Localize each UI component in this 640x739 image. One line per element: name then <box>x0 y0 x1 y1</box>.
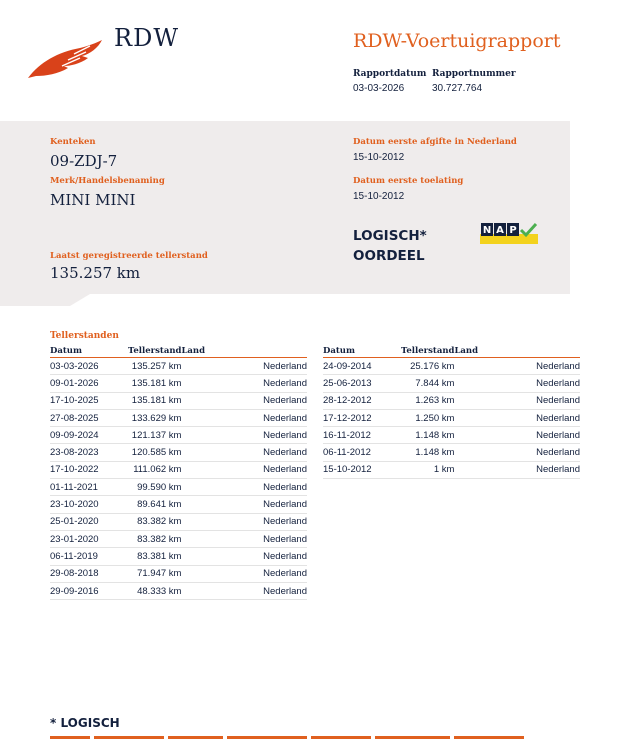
cell-date: 23-01-2020 <box>50 530 128 547</box>
cell-land: Nederland <box>181 392 307 409</box>
cell-date: 17-10-2022 <box>50 461 128 478</box>
table-header-row <box>323 345 580 358</box>
afgifte-label: Datum eerste afgifte in Nederland <box>353 137 517 147</box>
col-header-km: Tellerstand <box>401 346 455 356</box>
cell-tellerstand: 1.148 km <box>401 427 454 444</box>
odometer-table-right <box>323 345 580 479</box>
col-header-km: Tellerstand <box>128 346 182 356</box>
cell-date: 06-11-2012 <box>323 444 401 461</box>
kenteken-label: Kenteken <box>50 137 96 147</box>
oordeel-line2: OORDEEL <box>353 248 425 264</box>
cell-date: 23-08-2023 <box>50 444 128 461</box>
cell-land: Nederland <box>181 582 307 599</box>
cell-tellerstand: 135.257 km <box>128 358 181 375</box>
cell-tellerstand: 1 km <box>401 461 454 478</box>
tellerstanden-title: Tellerstanden <box>50 331 119 341</box>
cell-tellerstand: 89.641 km <box>128 496 181 513</box>
table-row <box>323 375 580 392</box>
cell-land: Nederland <box>181 375 307 392</box>
col-header-land: Land <box>181 345 307 358</box>
cell-date: 15-10-2012 <box>323 461 401 478</box>
cell-tellerstand: 133.629 km <box>128 409 181 426</box>
table-row <box>323 461 580 478</box>
cell-land: Nederland <box>454 358 580 375</box>
table-row <box>50 392 307 409</box>
table-row <box>50 496 307 513</box>
cell-tellerstand: 111.062 km <box>128 461 181 478</box>
table-row <box>50 375 307 392</box>
cell-land: Nederland <box>454 461 580 478</box>
cell-tellerstand: 48.333 km <box>128 582 181 599</box>
cell-land: Nederland <box>454 409 580 426</box>
cell-date: 29-09-2016 <box>50 582 128 599</box>
cell-tellerstand: 1.250 km <box>401 409 454 426</box>
cell-date: 25-01-2020 <box>50 513 128 530</box>
odometer-table-left <box>50 345 307 600</box>
cell-land: Nederland <box>454 392 580 409</box>
table-row <box>323 444 580 461</box>
table-row <box>50 427 307 444</box>
nap-letter-n: N <box>482 225 492 236</box>
cell-tellerstand: 121.137 km <box>128 427 181 444</box>
nap-logo-icon <box>480 222 538 244</box>
cell-date: 03-03-2026 <box>50 358 128 375</box>
tellerstand-value: 135.257 km <box>50 264 141 282</box>
cell-tellerstand: 120.585 km <box>128 444 181 461</box>
cell-tellerstand: 7.844 km <box>401 375 454 392</box>
cell-tellerstand: 1.148 km <box>401 444 454 461</box>
cell-land: Nederland <box>181 496 307 513</box>
table-row <box>323 427 580 444</box>
cell-date: 16-11-2012 <box>323 427 401 444</box>
cell-date: 28-12-2012 <box>323 392 401 409</box>
cell-tellerstand: 83.382 km <box>128 530 181 547</box>
cell-land: Nederland <box>181 427 307 444</box>
cell-tellerstand: 83.382 km <box>128 513 181 530</box>
table-row <box>50 409 307 426</box>
rapportdatum-label: Rapportdatum <box>353 69 427 79</box>
table-row <box>50 548 307 565</box>
cell-land: Nederland <box>181 358 307 375</box>
cell-tellerstand: 83.381 km <box>128 548 181 565</box>
merk-value: MINI MINI <box>50 191 136 209</box>
cell-land: Nederland <box>454 427 580 444</box>
col-header-land: Land <box>454 345 580 358</box>
table-row <box>323 392 580 409</box>
cell-date: 09-01-2026 <box>50 375 128 392</box>
report-title: RDW-Voertuigrapport <box>353 30 561 52</box>
table-row <box>50 530 307 547</box>
cell-tellerstand: 99.590 km <box>128 479 181 496</box>
cell-land: Nederland <box>181 548 307 565</box>
col-header-date: Datum <box>50 345 128 358</box>
rdw-logo-icon <box>28 40 104 80</box>
table-row <box>50 444 307 461</box>
cell-land: Nederland <box>181 565 307 582</box>
table-row <box>50 513 307 530</box>
table-row <box>323 358 580 375</box>
nap-letter-a: A <box>496 225 504 236</box>
cell-land: Nederland <box>181 479 307 496</box>
kenteken-value: 09-ZDJ-7 <box>50 152 118 170</box>
table-row <box>50 479 307 496</box>
toelating-label: Datum eerste toelating <box>353 176 464 186</box>
cell-tellerstand: 135.181 km <box>128 375 181 392</box>
cell-date: 17-12-2012 <box>323 409 401 426</box>
oordeel-line1: LOGISCH* <box>353 228 427 244</box>
footnote-title: * LOGISCH <box>50 716 120 730</box>
cell-date: 06-11-2019 <box>50 548 128 565</box>
table-row <box>50 565 307 582</box>
rapportnummer-value: 30.727.764 <box>432 83 483 94</box>
cell-date: 29-08-2018 <box>50 565 128 582</box>
cell-date: 27-08-2025 <box>50 409 128 426</box>
toelating-value: 15-10-2012 <box>353 191 405 202</box>
cell-tellerstand: 1.263 km <box>401 392 454 409</box>
cell-tellerstand: 71.947 km <box>128 565 181 582</box>
cell-land: Nederland <box>454 444 580 461</box>
cell-date: 01-11-2021 <box>50 479 128 496</box>
cell-land: Nederland <box>181 444 307 461</box>
cell-date: 17-10-2025 <box>50 392 128 409</box>
cell-tellerstand: 135.181 km <box>128 392 181 409</box>
nap-letter-p: P <box>509 225 517 236</box>
cell-land: Nederland <box>181 530 307 547</box>
cell-land: Nederland <box>181 409 307 426</box>
table-row <box>50 461 307 478</box>
cell-date: 23-10-2020 <box>50 496 128 513</box>
logo-text: RDW <box>114 24 179 52</box>
table-row <box>50 582 307 599</box>
cell-land: Nederland <box>181 513 307 530</box>
table-header-row <box>50 345 307 358</box>
cell-land: Nederland <box>454 375 580 392</box>
merk-label: Merk/Handelsbenaming <box>50 176 165 186</box>
footnote-text-cutoff <box>50 735 530 739</box>
cell-land: Nederland <box>181 461 307 478</box>
tellerstand-label: Laatst geregistreerde tellerstand <box>50 251 208 261</box>
table-row <box>323 409 580 426</box>
cell-tellerstand: 25.176 km <box>401 358 454 375</box>
cell-date: 24-09-2014 <box>323 358 401 375</box>
afgifte-value: 15-10-2012 <box>353 152 405 163</box>
col-header-date: Datum <box>323 345 401 358</box>
cell-date: 09-09-2024 <box>50 427 128 444</box>
rapportdatum-value: 03-03-2026 <box>353 83 405 94</box>
table-row <box>50 358 307 375</box>
cell-date: 25-06-2013 <box>323 375 401 392</box>
rapportnummer-label: Rapportnummer <box>432 69 516 79</box>
